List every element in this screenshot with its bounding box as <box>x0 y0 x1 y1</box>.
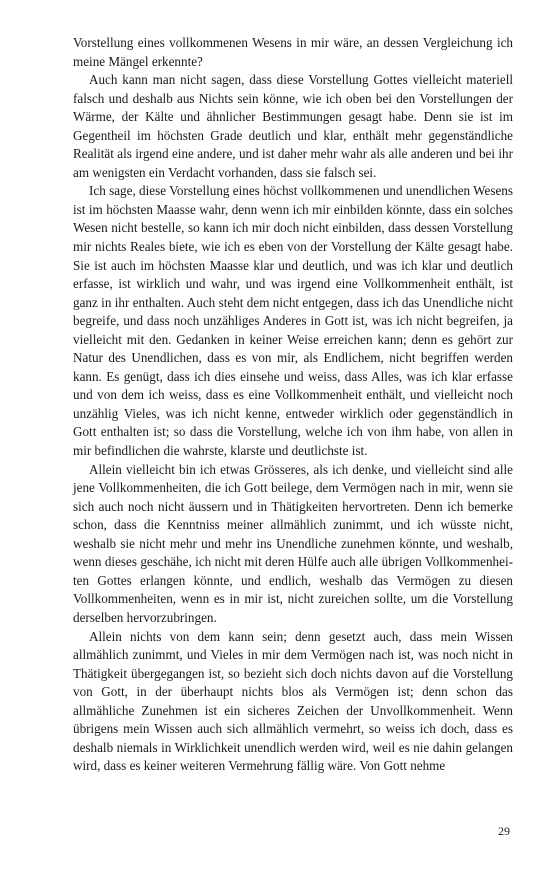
paragraph: Allein nichts von dem kann sein; denn gesetzt auch, dass mein Wissen allmählich zunimmt, und Vieles in mir dem Vermögen nach ist, was noch nicht in Thätigkeit übergegangen ist, so bezieht sich doch nichts davon auf die Vorstellung von Gott, in der überhaupt nichts blos als Vermögen ist; denn schon das allmähliche Zunehmen ist ein sicheres Zeichen der Unvollkommenheit. Wenn übrigens mein Wissen auch sich allmählich vermehrt, so weiss ich doch, dass es deshalb niemals in Wirklichkeit unendlich werden wird, weil es nie dahin gelangen wird, dass es keiner weiteren Vermehrung fällig wäre. Von Gott nehme <box>73 628 513 774</box>
paragraph: Ich sage, diese Vorstellung eines höchst vollkommenen und unendlichen Wesens ist im höchsten Maasse wahr, denn wenn ich mir einbilden könnte, dass ein solches Wesen nicht bestelle, so kann ich mir doch nicht einbilden, dass dessen Vorstellung mir nichts Reales biete, wie ich es eben von der Vorstellung der Kälte gesagt habe. Sie ist auch im höchsten Maasse klar und deutlich, und was ich klar und deutlich erfasse, ist wirklich und wahr, und was irgend eine Vollkommenheit enthält, ist ganz in ihr enthalten. Auch steht dem nicht entgegen, dass ich das Unendliche nicht begreife, und dass noch unzähliges Anderes in Gott ist, was ich nicht begreifen, ja vielleicht mit den. Gedanken in keiner Weise erreichen kann; denn es gehört zur Natur des Unendlichen, dass es von mir, als Endlichem, nicht begriffen werden kann. Es genügt, dass ich dies einsehe und weiss, dass Alles, was ich klar erfasse und von dem ich weiss, dass es eine Vollkommenheit enthält, und vielleicht noch unzählig Vieles, was ich nicht kenne, entweder wirklich oder gegenständlich in Gott enthalten ist; so dass die Vorstellung, welche ich von ihm habe, von allen in mir befindlichen die wahrste, klarste und deutlichste ist. <box>73 183 513 459</box>
paragraph-continued: Vorstellung eines vollkommenen Wesens in mir wäre, an dessen Vergleichung ich meine Mängel erkennte? <box>73 35 513 69</box>
body-text <box>73 34 513 776</box>
page-number: 29 <box>498 824 510 838</box>
paragraph: Auch kann man nicht sagen, dass diese Vorstellung Gottes vielleicht materiell falsch und deshalb aus Nichts sein könne, wie ich oben bei den Vorstellungen der Wärme, der Kälte und ähnlicher Bestimmungen gesagt habe. Denn sie ist im Gegentheil im höchsten Grade deutlich und klar, enthält mehr gegenständliche Realität als irgend eine andere, und ist daher mehr wahr als alle anderen und bei ihr am wenigsten ein Verdacht vorhanden, dass sie falsch sei. <box>73 72 513 180</box>
paragraph: Allein vielleicht bin ich etwas Grösseres, als ich denke, und vielleicht sind alle jene Vollkommenheiten, die ich Gott beilege, dem Vermögen nach in mir, wenn sie sich auch noch nicht äussern und in Thätigkeiten hervortreten. Denn ich bemerke schon, dass die Kenntniss meiner allmählich zunimmt, und ich wüsste nicht, weshalb sie nicht mehr und mehr ins Unendliche zunehmen könnte, und weshalb, wenn dieses geschähe, ich nicht mit deren Hülfe auch alle übrigen Vollkommenheiten Gottes erlangen könnte, und endlich, weshalb das Vermögen zu diesen Vollkommenheiten, wenn es in mir ist, nicht zureichen sollte, um die Vorstellung derselben hervorzubringen. <box>73 461 513 625</box>
